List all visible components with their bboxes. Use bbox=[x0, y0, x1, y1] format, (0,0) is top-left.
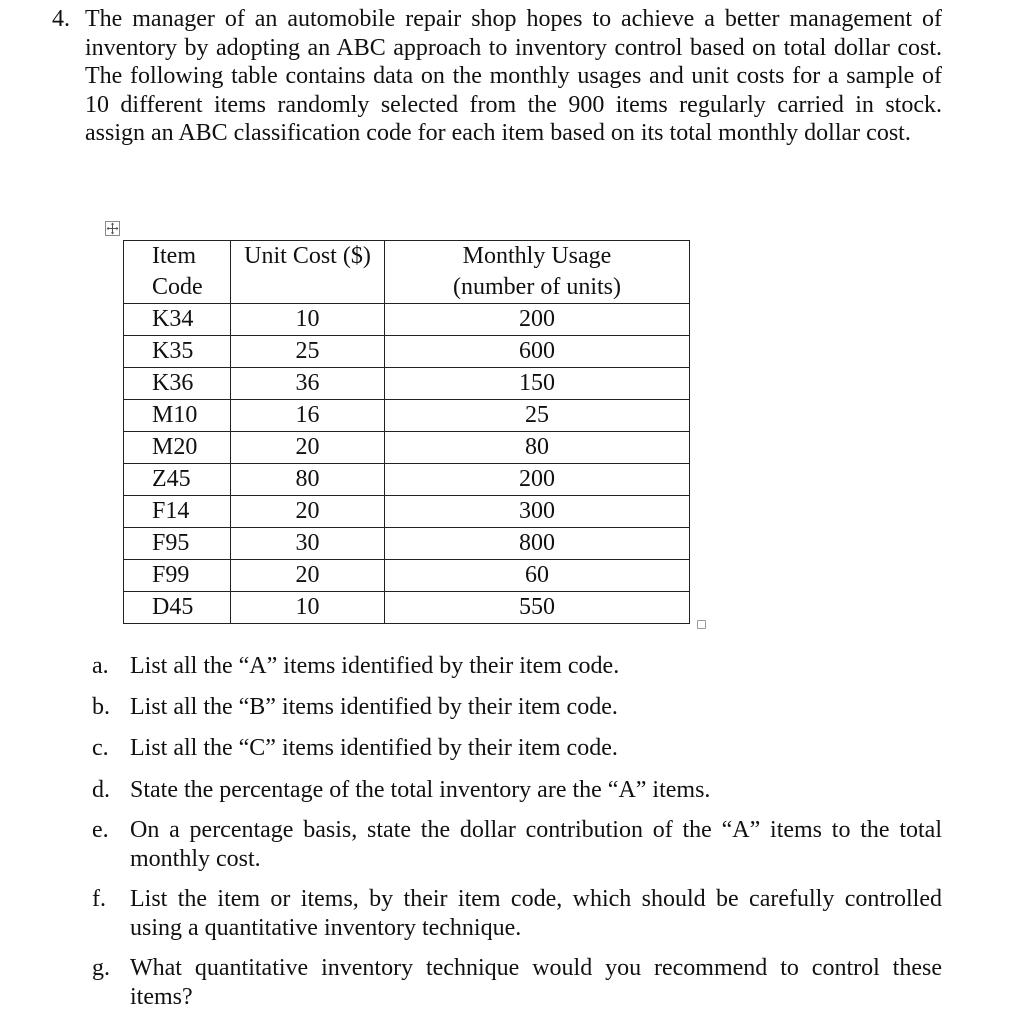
cell-item-code: M20 bbox=[124, 432, 231, 464]
sub-question-text: State the percentage of the total inventory are the “A” items. bbox=[130, 777, 711, 803]
cell-unit-cost: 30 bbox=[231, 528, 385, 560]
table-row bbox=[124, 368, 690, 400]
cell-unit-cost: 20 bbox=[231, 496, 385, 528]
header-item-code bbox=[124, 241, 231, 304]
sub-question-letter: b. bbox=[92, 694, 110, 720]
cell-unit-cost: 10 bbox=[231, 304, 385, 336]
cell-monthly-usage: 300 bbox=[385, 496, 690, 528]
sub-question-letter: a. bbox=[92, 653, 109, 679]
cell-item-code: K35 bbox=[124, 336, 231, 368]
cell-item-code: D45 bbox=[124, 592, 231, 624]
sub-question-f bbox=[92, 885, 942, 943]
sub-question-text: List all the “A” items identified by their item code. bbox=[130, 653, 620, 679]
sub-question-letter: e. bbox=[92, 817, 109, 843]
sub-question-text: List all the “B” items identified by their item code. bbox=[130, 694, 618, 720]
cell-unit-cost: 36 bbox=[231, 368, 385, 400]
sub-question-e bbox=[92, 816, 942, 874]
sub-question-letter: f. bbox=[92, 886, 106, 912]
cell-monthly-usage: 200 bbox=[385, 304, 690, 336]
sub-question-b bbox=[92, 693, 942, 722]
inventory-table bbox=[123, 240, 690, 624]
header-item-code-line1: Item bbox=[152, 243, 196, 269]
sub-question-text: List all the “C” items identified by their item code. bbox=[130, 735, 618, 761]
table-row bbox=[124, 560, 690, 592]
sub-question-d bbox=[92, 776, 942, 805]
cell-unit-cost: 80 bbox=[231, 464, 385, 496]
cell-item-code: K34 bbox=[124, 304, 231, 336]
question-number: 4. bbox=[52, 6, 70, 32]
table-row bbox=[124, 464, 690, 496]
sub-question-letter: c. bbox=[92, 735, 109, 761]
sub-question-g bbox=[92, 954, 942, 1012]
cell-monthly-usage: 200 bbox=[385, 464, 690, 496]
sub-question-letter: g. bbox=[92, 955, 110, 981]
cell-monthly-usage: 60 bbox=[385, 560, 690, 592]
sub-question-text: On a percentage basis, state the dollar contribution of the “A” items to the total monthly cost. bbox=[130, 817, 942, 872]
header-unit-cost: Unit Cost ($) bbox=[231, 241, 385, 304]
table-resize-handle[interactable] bbox=[697, 620, 706, 629]
header-monthly-usage bbox=[385, 241, 690, 304]
cell-unit-cost: 10 bbox=[231, 592, 385, 624]
cell-item-code: Z45 bbox=[124, 464, 231, 496]
cell-item-code: F14 bbox=[124, 496, 231, 528]
table-row bbox=[124, 336, 690, 368]
cell-item-code: M10 bbox=[124, 400, 231, 432]
table-move-handle-icon[interactable] bbox=[105, 221, 120, 236]
cell-monthly-usage: 550 bbox=[385, 592, 690, 624]
table-row bbox=[124, 592, 690, 624]
cell-unit-cost: 16 bbox=[231, 400, 385, 432]
question-text: The manager of an automobile repair shop hopes to achieve a better management of inventory by adopting an ABC approach to inventory control based on total dollar cost. The following table contains data on the monthly usages and unit costs for a sample of 10 different items randomly selected from the 900 items regularly carried in stock. assign an ABC classification code for each item based on its total monthly dollar cost. bbox=[85, 6, 942, 147]
table-row bbox=[124, 432, 690, 464]
sub-question-a bbox=[92, 652, 942, 681]
sub-question-text: List the item or items, by their item code, which should be carefully controlled using a quantitative inventory technique. bbox=[130, 886, 942, 941]
cell-monthly-usage: 800 bbox=[385, 528, 690, 560]
header-item-code-line2: Code bbox=[152, 274, 203, 300]
cell-item-code: F99 bbox=[124, 560, 231, 592]
cell-monthly-usage: 25 bbox=[385, 400, 690, 432]
cell-item-code: F95 bbox=[124, 528, 231, 560]
table-row bbox=[124, 496, 690, 528]
table-row bbox=[124, 304, 690, 336]
cell-monthly-usage: 150 bbox=[385, 368, 690, 400]
table-header-row bbox=[124, 241, 690, 304]
cell-item-code: K36 bbox=[124, 368, 231, 400]
cell-unit-cost: 20 bbox=[231, 432, 385, 464]
header-monthly-usage-line1: Monthly Usage bbox=[462, 243, 612, 269]
header-monthly-usage-line2: (number of units) bbox=[453, 274, 621, 300]
table-row bbox=[124, 528, 690, 560]
question-block bbox=[52, 5, 942, 148]
cell-monthly-usage: 600 bbox=[385, 336, 690, 368]
cell-unit-cost: 20 bbox=[231, 560, 385, 592]
cell-monthly-usage: 80 bbox=[385, 432, 690, 464]
cell-unit-cost: 25 bbox=[231, 336, 385, 368]
sub-question-letter: d. bbox=[92, 777, 110, 803]
table-row bbox=[124, 400, 690, 432]
sub-question-text: What quantitative inventory technique would you recommend to control these items? bbox=[130, 955, 942, 1010]
sub-question-c bbox=[92, 734, 942, 763]
